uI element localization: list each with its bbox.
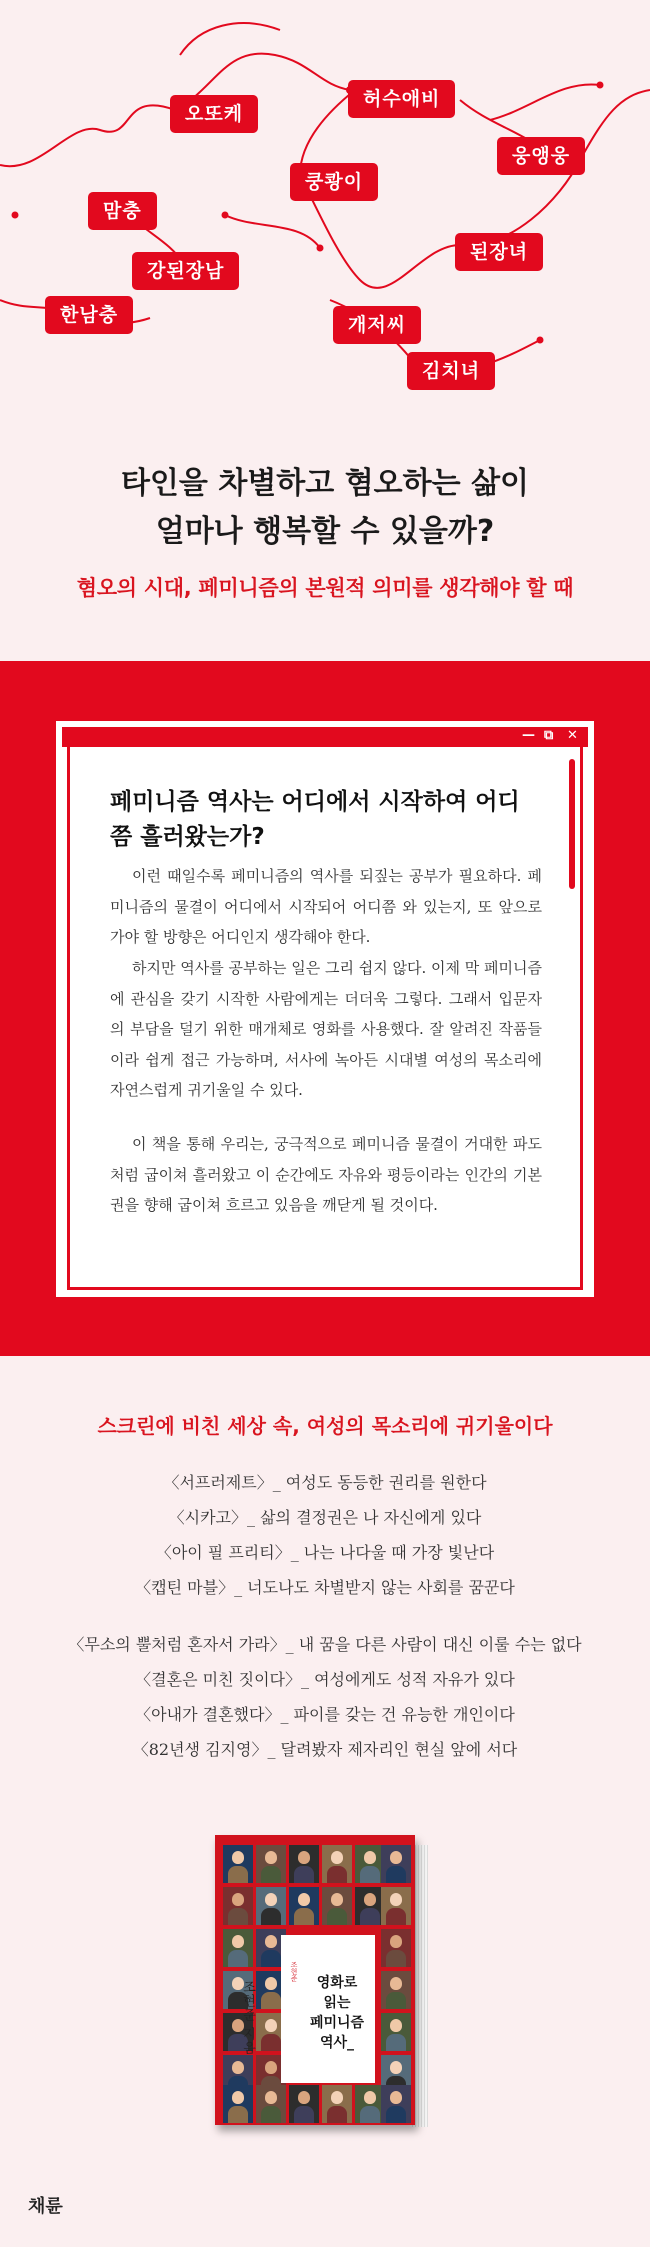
film-item: 〈무소의 뿔처럼 혼자서 가라〉_ 내 꿈을 다른 사람이 대신 이룰 수는 없다 (68, 1635, 582, 1654)
window-paragraph: 하지만 역사를 공부하는 일은 그리 쉽지 않다. 이제 막 페미니즘에 관심을 갖기 시작한 사람에게는 더더욱 그렇다. 그래서 입문자의 부담을 덜기 위한 매개체로 영화를 사용했다. 잘 알려진 작품들이라 쉽게 접근 가능하며, 서사에 녹아든 시대별 여성의 목소리에 자연스럽게 귀기울일 수 있다. (110, 959, 542, 1099)
window-scrollbar[interactable] (569, 759, 575, 889)
portrait-head (265, 1935, 277, 1948)
portrait-tile (256, 1845, 286, 1883)
word-pill: 오또케 (170, 95, 258, 133)
window-title: 페미니즘 역사는 어디에서 시작하여 어디쯤 흘러왔는가? (110, 789, 520, 850)
portrait-head (331, 1893, 343, 1906)
portrait-torso (294, 2106, 314, 2123)
portrait-head (364, 1893, 376, 1906)
close-icon[interactable]: ✕ (567, 728, 578, 743)
portrait-head (390, 1977, 402, 1990)
portrait-torso (294, 1866, 314, 1883)
headline-line-1: 타인을 차별하고 혐오하는 삶이 (120, 466, 530, 501)
book-title-label (281, 1935, 375, 2083)
portrait-torso (261, 1992, 281, 2009)
portrait-tile (381, 1845, 411, 1883)
portrait-head (298, 1851, 310, 1864)
window-paragraph: 이런 때일수록 페미니즘의 역사를 되짚는 공부가 필요하다. 페미니즘의 물결이 어디에서 시작되어 어디쯤 와 있는지, 또 앞으로 가야 할 방향은 어디인지 생각해야 한다. (110, 867, 542, 946)
portrait-head (298, 2091, 310, 2104)
portrait-tile (289, 1887, 319, 1925)
word-pill: 김치녀 (407, 352, 495, 390)
portrait-head (232, 1893, 244, 1906)
portrait-head (298, 1893, 310, 1906)
portrait-torso (228, 1908, 248, 1925)
word-cloud (0, 0, 650, 420)
portrait-torso (360, 2106, 380, 2123)
portrait-torso (386, 1950, 406, 1967)
portrait-tile (223, 1845, 253, 1883)
portrait-tile (322, 2085, 352, 2123)
portrait-head (390, 1893, 402, 1906)
minimize-icon[interactable]: — (522, 728, 535, 743)
spine-author: 조현준 지음 (240, 1980, 255, 2056)
portrait-tile (289, 1845, 319, 1883)
portrait-head (232, 2091, 244, 2104)
portrait-head (331, 2091, 343, 2104)
portrait-head (364, 1851, 376, 1864)
portrait-head (265, 1977, 277, 1990)
word-pill: 한남충 (45, 296, 133, 334)
red-band (0, 661, 650, 1356)
portrait-tile (223, 2085, 253, 2123)
portrait-head (265, 2019, 277, 2032)
film-item: 〈시카고〉_ 삶의 결정권은 나 자신에게 있다 (168, 1508, 482, 1527)
portrait-torso (386, 1908, 406, 1925)
word-pill: 웅앵웅 (497, 137, 585, 175)
portrait-head (331, 1851, 343, 1864)
portrait-torso (261, 1950, 281, 1967)
film-item: 〈82년생 김지영〉_ 달려봤자 제자리인 현실 앞에 서다 (132, 1740, 518, 1759)
portrait-tile (381, 2013, 411, 2051)
headline-line-2: 얼마나 행복할 수 있을까? (155, 514, 495, 549)
portrait-head (265, 2061, 277, 2074)
portrait-head (232, 1935, 244, 1948)
portrait-torso (294, 1908, 314, 1925)
portrait-torso (261, 2034, 281, 2051)
restore-icon[interactable]: ⧉ (544, 728, 554, 743)
portrait-torso (228, 2106, 248, 2123)
publisher-logo: 채륜 (28, 2196, 63, 2217)
window-body (67, 747, 583, 1290)
film-list-title: 스크린에 비친 세상 속, 여성의 목소리에 귀기울이다 (97, 1414, 553, 1438)
portrait-head (390, 2091, 402, 2104)
portrait-torso (386, 2034, 406, 2051)
portrait-torso (261, 2106, 281, 2123)
book-title-line: 읽는 (323, 1995, 351, 2011)
subheadline: 혐오의 시대, 페미니즘의 본원적 의미를 생각해야 할 때 (76, 576, 574, 600)
portrait-tile (223, 1887, 253, 1925)
portrait-torso (327, 2106, 347, 2123)
portrait-tile (381, 1887, 411, 1925)
text-window (58, 723, 592, 1295)
portrait-tile (322, 1845, 352, 1883)
word-pill: 강된장남 (132, 252, 239, 290)
book-title (307, 1973, 367, 2053)
portrait-head (265, 1893, 277, 1906)
portrait-torso (360, 1866, 380, 1883)
portrait-tile (223, 1929, 253, 1967)
portrait-head (390, 1851, 402, 1864)
book-title-line: 영화로 (316, 1975, 358, 1991)
portrait-torso (261, 1908, 281, 1925)
word-pill: 된장녀 (455, 233, 543, 271)
word-pill: 쿵쾅이 (290, 163, 378, 201)
portrait-torso (386, 1992, 406, 2009)
book-title-line: 역사_ (319, 2035, 355, 2051)
portrait-torso (386, 1866, 406, 1883)
portrait-tile (256, 2085, 286, 2123)
portrait-head (390, 1935, 402, 1948)
film-item: 〈캡틴 마블〉_ 너도나도 차별받지 않는 사회를 꿈꾼다 (135, 1578, 515, 1597)
portrait-tile (381, 1971, 411, 2009)
word-pill: 맘충 (88, 192, 157, 230)
portrait-torso (261, 1866, 281, 1883)
portrait-head (265, 1851, 277, 1864)
portrait-torso (327, 1908, 347, 1925)
portrait-tile (381, 2085, 411, 2123)
portrait-torso (386, 2106, 406, 2123)
book-title-line: 페미니즘 (309, 2015, 365, 2031)
portrait-head (390, 2061, 402, 2074)
film-item: 〈서프러제트〉_ 여성도 동등한 권리를 원한다 (163, 1473, 487, 1492)
portrait-head (390, 2019, 402, 2032)
portrait-head (232, 1851, 244, 1864)
portrait-tile (256, 1887, 286, 1925)
portrait-tile (289, 2085, 319, 2123)
window-titlebar (62, 727, 588, 747)
portrait-tile (322, 1887, 352, 1925)
film-item: 〈결혼은 미친 짓이다〉_ 여성에게도 성적 자유가 있다 (135, 1670, 515, 1689)
portrait-head (265, 2091, 277, 2104)
word-pill: 개저씨 (333, 306, 421, 344)
portrait-torso (360, 1908, 380, 1925)
portrait-torso (327, 1866, 347, 1883)
portrait-head (232, 2061, 244, 2074)
film-item: 〈아이 필 프리티〉_ 나는 나다울 때 가장 빛난다 (155, 1543, 495, 1562)
portrait-head (364, 2091, 376, 2104)
portrait-tile (381, 1929, 411, 1967)
word-pill: 허수애비 (348, 80, 455, 118)
portrait-torso (228, 1950, 248, 1967)
portrait-torso (228, 1866, 248, 1883)
cover-author: 조현준 (290, 1961, 298, 1982)
film-item: 〈아내가 결혼했다〉_ 파이를 갖는 건 유능한 개인이다 (135, 1705, 515, 1724)
window-paragraph: 이 책을 통해 우리는, 궁극적으로 페미니즘 물결이 거대한 파도처럼 굽이쳐 흘러왔고 이 순간에도 자유와 평등이라는 인간의 기본권을 향해 굽이쳐 흐르고 있음을 깨닫게 될 것이다. (110, 1135, 542, 1214)
